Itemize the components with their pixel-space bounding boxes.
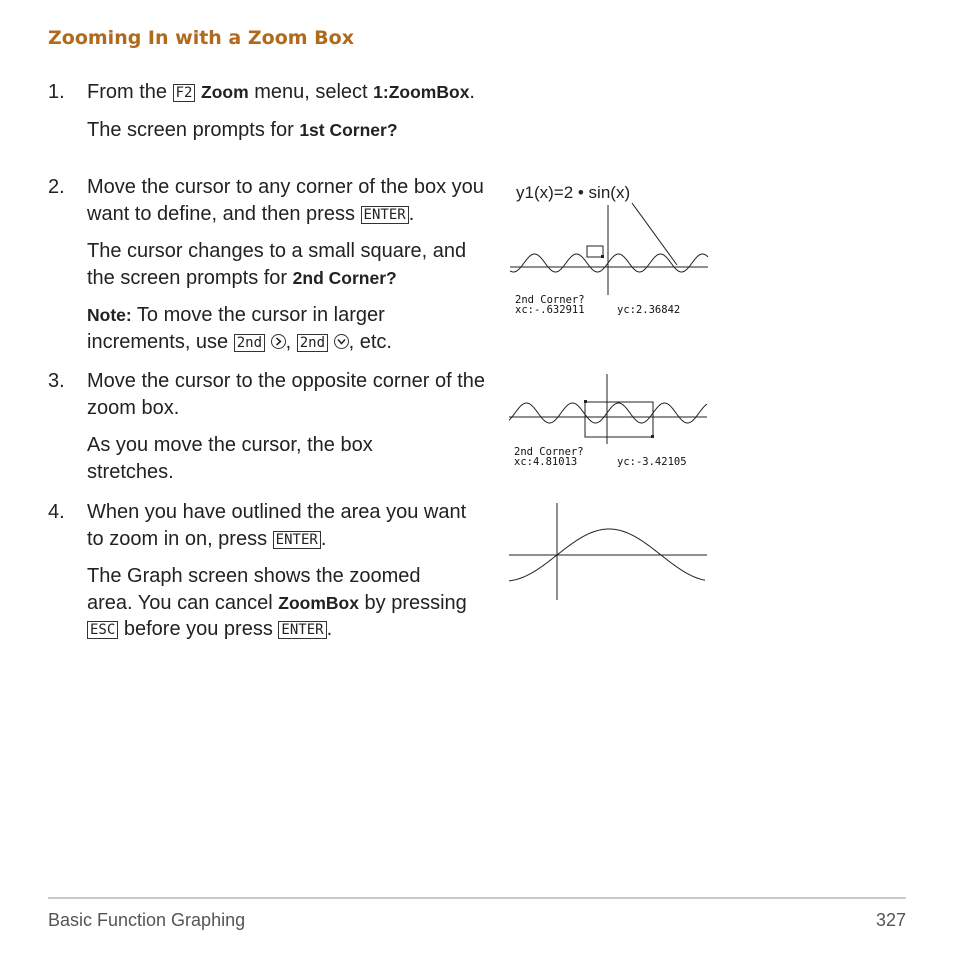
step-text: Move the cursor to the opposite corner of the zoom box. xyxy=(87,370,485,419)
corner-marker xyxy=(584,400,587,403)
text: by pressing xyxy=(364,591,467,614)
cursor-marker xyxy=(601,255,604,258)
lcd-prompt: 2nd Corner? xyxy=(515,294,585,306)
step-text xyxy=(87,79,497,106)
prompt-text: 2nd Corner? xyxy=(292,267,397,288)
zoom-box xyxy=(585,402,653,437)
zoombox-name: ZoomBox xyxy=(278,592,359,613)
down-arrow-icon xyxy=(334,334,349,349)
footer-divider xyxy=(48,897,906,899)
text: To move the cursor in larger increments, use xyxy=(87,304,385,353)
step-text xyxy=(87,174,499,227)
paragraph xyxy=(87,117,492,144)
esc-key: ESC xyxy=(87,621,118,639)
step-number: 4. xyxy=(48,501,65,523)
enter-key: ENTER xyxy=(361,206,409,224)
text: . xyxy=(326,618,333,640)
step-number: 1. xyxy=(48,81,65,103)
footer-section-title: Basic Function Graphing xyxy=(48,910,246,930)
page-number: 327 xyxy=(875,910,906,930)
enter-key: ENTER xyxy=(273,531,321,549)
right-arrow-icon xyxy=(271,334,286,349)
zoom-menu-name: Zoom xyxy=(201,82,249,102)
function-annotation: y1(x)=2 • sin(x) xyxy=(516,183,631,202)
text: The screen prompts for xyxy=(87,119,294,141)
step-number: 2. xyxy=(48,176,65,198)
note-label: Note: xyxy=(87,305,132,325)
cursor-marker xyxy=(651,435,654,438)
lcd-yc: yc:-3.42105 xyxy=(617,456,687,468)
text: Move the cursor to any corner of the box you want to define, and then press xyxy=(87,176,484,225)
lcd-yc: yc:2.36842 xyxy=(617,304,681,316)
text: When you have outlined the area you want to zoom in on, press xyxy=(87,501,467,550)
text: , etc. xyxy=(348,330,392,353)
paragraph xyxy=(87,238,487,291)
calculator-screen-2 xyxy=(505,372,715,472)
lcd-xc: xc:-.632911 xyxy=(515,304,585,316)
pointer-line xyxy=(632,203,677,265)
prompt-text: 1st Corner? xyxy=(299,120,398,140)
text: before you press xyxy=(123,618,273,640)
zoombox-item: 1:ZoomBox xyxy=(373,82,470,102)
paragraph: As you move the cursor, the box stretches. xyxy=(87,434,373,483)
text: . xyxy=(320,527,327,550)
cursor-square xyxy=(587,246,603,257)
paragraph xyxy=(87,563,467,643)
section-heading: Zooming In with a Zoom Box xyxy=(48,27,354,49)
text: The cursor changes to a small square, and the screen prompts for xyxy=(87,240,467,289)
note-paragraph xyxy=(87,302,447,355)
lcd-prompt: 2nd Corner? xyxy=(514,446,584,458)
text: , xyxy=(285,330,292,353)
2nd-key: 2nd xyxy=(234,334,265,352)
calculator-screen-3 xyxy=(505,500,715,605)
f2-key: F2 xyxy=(173,84,196,102)
sine-curve xyxy=(510,254,708,272)
calculator-screen-1 xyxy=(505,200,715,320)
text: From the xyxy=(87,81,168,103)
text: . xyxy=(408,202,415,225)
step-number: 3. xyxy=(48,370,65,392)
text: menu, select xyxy=(254,81,368,103)
sine-curve xyxy=(509,403,707,423)
lcd-xc: xc:4.81013 xyxy=(514,456,578,468)
text: The Graph screen shows the zoomed area. You can cancel xyxy=(87,565,421,614)
step-text xyxy=(87,499,467,552)
enter-key: ENTER xyxy=(278,621,326,639)
2nd-key: 2nd xyxy=(297,334,328,352)
text: . xyxy=(469,81,475,103)
